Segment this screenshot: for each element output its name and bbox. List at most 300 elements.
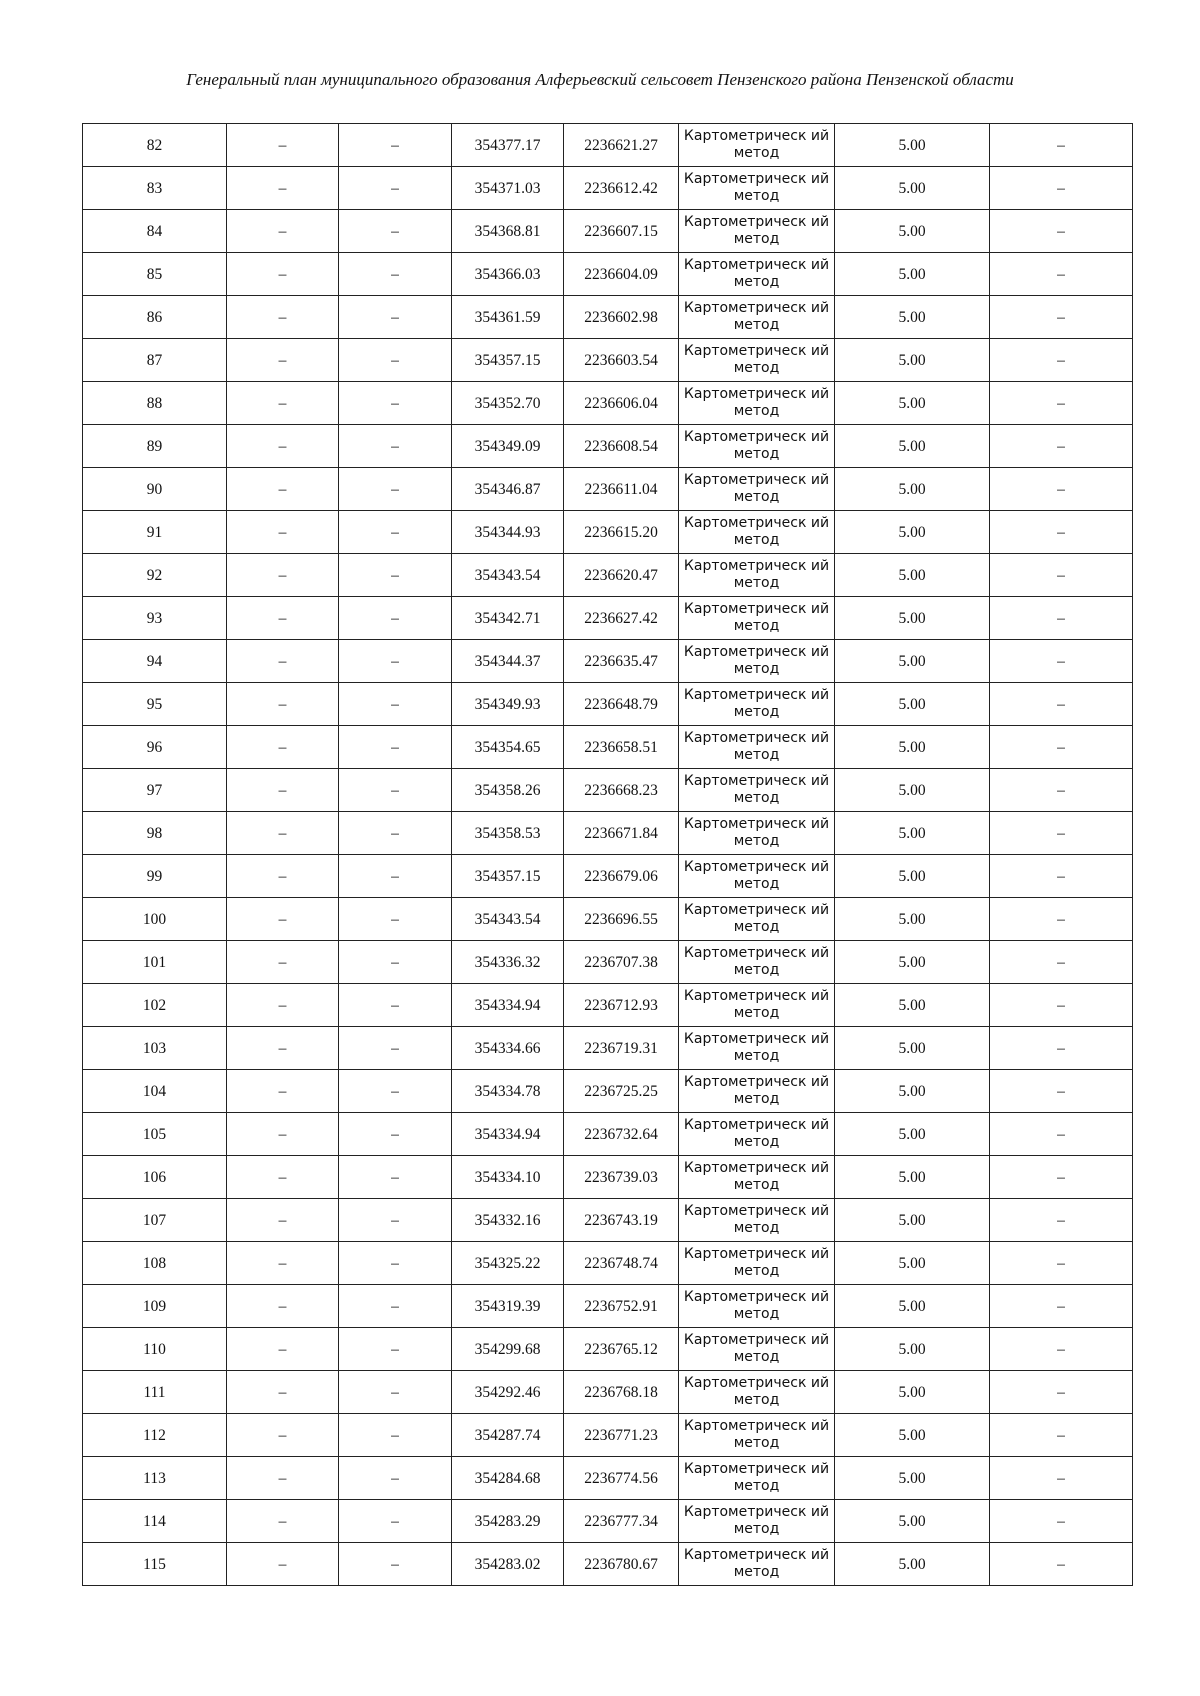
accuracy-cell: 5.00: [835, 769, 990, 812]
col2-cell: –: [227, 511, 339, 554]
col8-cell: –: [990, 769, 1133, 812]
x-coordinate-cell: 354334.94: [452, 1113, 564, 1156]
col8-cell: –: [990, 1242, 1133, 1285]
x-coordinate-cell: 354349.09: [452, 425, 564, 468]
table-row: [83, 1414, 1133, 1457]
y-coordinate-cell: 2236777.34: [564, 1500, 679, 1543]
col2-cell: –: [227, 1242, 339, 1285]
col3-cell: –: [339, 1156, 452, 1199]
col2-cell: –: [227, 1543, 339, 1586]
method-cell: Картометрическ ий метод: [679, 812, 835, 855]
col3-cell: –: [339, 1199, 452, 1242]
method-cell: Картометрическ ий метод: [679, 640, 835, 683]
method-cell: Картометрическ ий метод: [679, 726, 835, 769]
col8-cell: –: [990, 425, 1133, 468]
col8-cell: –: [990, 1457, 1133, 1500]
method-cell: Картометрическ ий метод: [679, 1070, 835, 1113]
table-row: [83, 124, 1133, 167]
col3-cell: –: [339, 296, 452, 339]
x-coordinate-cell: 354284.68: [452, 1457, 564, 1500]
y-coordinate-cell: 2236771.23: [564, 1414, 679, 1457]
method-cell: Картометрическ ий метод: [679, 1328, 835, 1371]
y-coordinate-cell: 2236743.19: [564, 1199, 679, 1242]
col8-cell: –: [990, 339, 1133, 382]
x-coordinate-cell: 354283.29: [452, 1500, 564, 1543]
point-number-cell: 99: [83, 855, 227, 898]
point-number-cell: 115: [83, 1543, 227, 1586]
col2-cell: –: [227, 1027, 339, 1070]
col3-cell: –: [339, 167, 452, 210]
method-cell: Картометрическ ий метод: [679, 1027, 835, 1070]
accuracy-cell: 5.00: [835, 339, 990, 382]
table-row: [83, 1070, 1133, 1113]
table-row: [83, 1285, 1133, 1328]
accuracy-cell: 5.00: [835, 554, 990, 597]
method-cell: Картометрическ ий метод: [679, 425, 835, 468]
x-coordinate-cell: 354334.10: [452, 1156, 564, 1199]
y-coordinate-cell: 2236725.25: [564, 1070, 679, 1113]
y-coordinate-cell: 2236627.42: [564, 597, 679, 640]
col2-cell: –: [227, 1285, 339, 1328]
accuracy-cell: 5.00: [835, 984, 990, 1027]
col3-cell: –: [339, 425, 452, 468]
y-coordinate-cell: 2236696.55: [564, 898, 679, 941]
table-row: [83, 382, 1133, 425]
y-coordinate-cell: 2236707.38: [564, 941, 679, 984]
x-coordinate-cell: 354299.68: [452, 1328, 564, 1371]
method-cell: Картометрическ ий метод: [679, 1285, 835, 1328]
col3-cell: –: [339, 382, 452, 425]
col8-cell: –: [990, 511, 1133, 554]
x-coordinate-cell: 354358.26: [452, 769, 564, 812]
table-row: [83, 812, 1133, 855]
accuracy-cell: 5.00: [835, 1156, 990, 1199]
x-coordinate-cell: 354358.53: [452, 812, 564, 855]
accuracy-cell: 5.00: [835, 1543, 990, 1586]
accuracy-cell: 5.00: [835, 1328, 990, 1371]
col8-cell: –: [990, 1285, 1133, 1328]
table-row: [83, 1328, 1133, 1371]
method-cell: Картометрическ ий метод: [679, 296, 835, 339]
col2-cell: –: [227, 597, 339, 640]
table-row: [83, 683, 1133, 726]
x-coordinate-cell: 354361.59: [452, 296, 564, 339]
method-cell: Картометрическ ий метод: [679, 855, 835, 898]
table-row: [83, 640, 1133, 683]
accuracy-cell: 5.00: [835, 726, 990, 769]
point-number-cell: 90: [83, 468, 227, 511]
method-cell: Картометрическ ий метод: [679, 1242, 835, 1285]
method-cell: Картометрическ ий метод: [679, 1113, 835, 1156]
x-coordinate-cell: 354371.03: [452, 167, 564, 210]
col3-cell: –: [339, 554, 452, 597]
col2-cell: –: [227, 296, 339, 339]
col2-cell: –: [227, 941, 339, 984]
col8-cell: –: [990, 1543, 1133, 1586]
accuracy-cell: 5.00: [835, 1027, 990, 1070]
coordinates-table: [82, 123, 1133, 1586]
method-cell: Картометрическ ий метод: [679, 511, 835, 554]
point-number-cell: 85: [83, 253, 227, 296]
col8-cell: –: [990, 1113, 1133, 1156]
col3-cell: –: [339, 468, 452, 511]
y-coordinate-cell: 2236606.04: [564, 382, 679, 425]
col3-cell: –: [339, 726, 452, 769]
point-number-cell: 102: [83, 984, 227, 1027]
point-number-cell: 105: [83, 1113, 227, 1156]
accuracy-cell: 5.00: [835, 296, 990, 339]
col3-cell: –: [339, 1070, 452, 1113]
col8-cell: –: [990, 296, 1133, 339]
method-cell: Картометрическ ий метод: [679, 597, 835, 640]
x-coordinate-cell: 354283.02: [452, 1543, 564, 1586]
col8-cell: –: [990, 167, 1133, 210]
col3-cell: –: [339, 597, 452, 640]
table-row: [83, 1113, 1133, 1156]
col8-cell: –: [990, 640, 1133, 683]
y-coordinate-cell: 2236607.15: [564, 210, 679, 253]
col8-cell: –: [990, 1070, 1133, 1113]
col3-cell: –: [339, 1027, 452, 1070]
method-cell: Картометрическ ий метод: [679, 769, 835, 812]
point-number-cell: 103: [83, 1027, 227, 1070]
col3-cell: –: [339, 1285, 452, 1328]
col2-cell: –: [227, 683, 339, 726]
col8-cell: –: [990, 1199, 1133, 1242]
accuracy-cell: 5.00: [835, 855, 990, 898]
y-coordinate-cell: 2236768.18: [564, 1371, 679, 1414]
col3-cell: –: [339, 511, 452, 554]
col8-cell: –: [990, 468, 1133, 511]
accuracy-cell: 5.00: [835, 683, 990, 726]
point-number-cell: 95: [83, 683, 227, 726]
col8-cell: –: [990, 683, 1133, 726]
x-coordinate-cell: 354292.46: [452, 1371, 564, 1414]
col2-cell: –: [227, 726, 339, 769]
y-coordinate-cell: 2236712.93: [564, 984, 679, 1027]
x-coordinate-cell: 354334.78: [452, 1070, 564, 1113]
table-row: [83, 554, 1133, 597]
method-cell: Картометрическ ий метод: [679, 167, 835, 210]
method-cell: Картометрическ ий метод: [679, 1371, 835, 1414]
y-coordinate-cell: 2236621.27: [564, 124, 679, 167]
page-header: Генеральный план муниципального образования Алферьевский сельсовет Пензенского района Пензенской области: [186, 70, 1014, 89]
col2-cell: –: [227, 984, 339, 1027]
x-coordinate-cell: 354349.93: [452, 683, 564, 726]
col2-cell: –: [227, 1199, 339, 1242]
col8-cell: –: [990, 726, 1133, 769]
method-cell: Картометрическ ий метод: [679, 941, 835, 984]
y-coordinate-cell: 2236719.31: [564, 1027, 679, 1070]
table-row: [83, 253, 1133, 296]
col8-cell: –: [990, 1027, 1133, 1070]
y-coordinate-cell: 2236752.91: [564, 1285, 679, 1328]
col8-cell: –: [990, 1414, 1133, 1457]
x-coordinate-cell: 354344.37: [452, 640, 564, 683]
x-coordinate-cell: 354366.03: [452, 253, 564, 296]
y-coordinate-cell: 2236615.20: [564, 511, 679, 554]
x-coordinate-cell: 354343.54: [452, 554, 564, 597]
col3-cell: –: [339, 1328, 452, 1371]
col3-cell: –: [339, 1500, 452, 1543]
col8-cell: –: [990, 941, 1133, 984]
y-coordinate-cell: 2236635.47: [564, 640, 679, 683]
y-coordinate-cell: 2236611.04: [564, 468, 679, 511]
col2-cell: –: [227, 1156, 339, 1199]
col2-cell: –: [227, 167, 339, 210]
x-coordinate-cell: 354352.70: [452, 382, 564, 425]
col2-cell: –: [227, 898, 339, 941]
col8-cell: –: [990, 554, 1133, 597]
method-cell: Картометрическ ий метод: [679, 1543, 835, 1586]
col8-cell: –: [990, 382, 1133, 425]
method-cell: Картометрическ ий метод: [679, 210, 835, 253]
table-body: [83, 124, 1133, 1586]
method-cell: Картометрическ ий метод: [679, 468, 835, 511]
col8-cell: –: [990, 1156, 1133, 1199]
accuracy-cell: 5.00: [835, 511, 990, 554]
x-coordinate-cell: 354357.15: [452, 855, 564, 898]
col2-cell: –: [227, 812, 339, 855]
method-cell: Картометрическ ий метод: [679, 1500, 835, 1543]
col3-cell: –: [339, 124, 452, 167]
point-number-cell: 86: [83, 296, 227, 339]
accuracy-cell: 5.00: [835, 167, 990, 210]
col3-cell: –: [339, 984, 452, 1027]
y-coordinate-cell: 2236620.47: [564, 554, 679, 597]
col3-cell: –: [339, 1414, 452, 1457]
col8-cell: –: [990, 124, 1133, 167]
col2-cell: –: [227, 468, 339, 511]
table-row: [83, 1500, 1133, 1543]
col3-cell: –: [339, 640, 452, 683]
method-cell: Картометрическ ий метод: [679, 1457, 835, 1500]
col8-cell: –: [990, 898, 1133, 941]
table-row: [83, 1199, 1133, 1242]
accuracy-cell: 5.00: [835, 1070, 990, 1113]
accuracy-cell: 5.00: [835, 1199, 990, 1242]
table-row: [83, 1242, 1133, 1285]
point-number-cell: 108: [83, 1242, 227, 1285]
col3-cell: –: [339, 1371, 452, 1414]
point-number-cell: 113: [83, 1457, 227, 1500]
method-cell: Картометрическ ий метод: [679, 253, 835, 296]
col3-cell: –: [339, 683, 452, 726]
col3-cell: –: [339, 855, 452, 898]
accuracy-cell: 5.00: [835, 425, 990, 468]
point-number-cell: 98: [83, 812, 227, 855]
x-coordinate-cell: 354377.17: [452, 124, 564, 167]
point-number-cell: 100: [83, 898, 227, 941]
col2-cell: –: [227, 1070, 339, 1113]
col3-cell: –: [339, 941, 452, 984]
col2-cell: –: [227, 425, 339, 468]
method-cell: Картометрическ ий метод: [679, 898, 835, 941]
col3-cell: –: [339, 1242, 452, 1285]
x-coordinate-cell: 354343.54: [452, 898, 564, 941]
x-coordinate-cell: 354344.93: [452, 511, 564, 554]
col2-cell: –: [227, 1328, 339, 1371]
accuracy-cell: 5.00: [835, 210, 990, 253]
col8-cell: –: [990, 1500, 1133, 1543]
col8-cell: –: [990, 210, 1133, 253]
accuracy-cell: 5.00: [835, 253, 990, 296]
point-number-cell: 97: [83, 769, 227, 812]
method-cell: Картометрическ ий метод: [679, 1414, 835, 1457]
accuracy-cell: 5.00: [835, 1500, 990, 1543]
accuracy-cell: 5.00: [835, 1113, 990, 1156]
accuracy-cell: 5.00: [835, 812, 990, 855]
col2-cell: –: [227, 1457, 339, 1500]
y-coordinate-cell: 2236604.09: [564, 253, 679, 296]
table-row: [83, 726, 1133, 769]
point-number-cell: 101: [83, 941, 227, 984]
table-row: [83, 941, 1133, 984]
table-row: [83, 167, 1133, 210]
method-cell: Картометрическ ий метод: [679, 124, 835, 167]
y-coordinate-cell: 2236748.74: [564, 1242, 679, 1285]
x-coordinate-cell: 354325.22: [452, 1242, 564, 1285]
x-coordinate-cell: 354319.39: [452, 1285, 564, 1328]
accuracy-cell: 5.00: [835, 1242, 990, 1285]
point-number-cell: 107: [83, 1199, 227, 1242]
col8-cell: –: [990, 855, 1133, 898]
point-number-cell: 93: [83, 597, 227, 640]
col3-cell: –: [339, 1543, 452, 1586]
accuracy-cell: 5.00: [835, 1457, 990, 1500]
point-number-cell: 106: [83, 1156, 227, 1199]
x-coordinate-cell: 354336.32: [452, 941, 564, 984]
point-number-cell: 111: [83, 1371, 227, 1414]
point-number-cell: 91: [83, 511, 227, 554]
accuracy-cell: 5.00: [835, 124, 990, 167]
col8-cell: –: [990, 1328, 1133, 1371]
table-row: [83, 898, 1133, 941]
col2-cell: –: [227, 554, 339, 597]
table-row: [83, 1371, 1133, 1414]
x-coordinate-cell: 354332.16: [452, 1199, 564, 1242]
accuracy-cell: 5.00: [835, 468, 990, 511]
col2-cell: –: [227, 124, 339, 167]
y-coordinate-cell: 2236612.42: [564, 167, 679, 210]
col3-cell: –: [339, 898, 452, 941]
point-number-cell: 87: [83, 339, 227, 382]
point-number-cell: 83: [83, 167, 227, 210]
method-cell: Картометрическ ий метод: [679, 984, 835, 1027]
table-row: [83, 597, 1133, 640]
point-number-cell: 84: [83, 210, 227, 253]
point-number-cell: 88: [83, 382, 227, 425]
col3-cell: –: [339, 210, 452, 253]
accuracy-cell: 5.00: [835, 1285, 990, 1328]
point-number-cell: 89: [83, 425, 227, 468]
table-row: [83, 511, 1133, 554]
col3-cell: –: [339, 1113, 452, 1156]
table-row: [83, 296, 1133, 339]
table-row: [83, 984, 1133, 1027]
table-row: [83, 855, 1133, 898]
col2-cell: –: [227, 1371, 339, 1414]
point-number-cell: 114: [83, 1500, 227, 1543]
method-cell: Картометрическ ий метод: [679, 339, 835, 382]
col2-cell: –: [227, 382, 339, 425]
accuracy-cell: 5.00: [835, 382, 990, 425]
y-coordinate-cell: 2236668.23: [564, 769, 679, 812]
table-row: [83, 1457, 1133, 1500]
point-number-cell: 96: [83, 726, 227, 769]
point-number-cell: 104: [83, 1070, 227, 1113]
col8-cell: –: [990, 253, 1133, 296]
table-row: [83, 1156, 1133, 1199]
accuracy-cell: 5.00: [835, 597, 990, 640]
col8-cell: –: [990, 812, 1133, 855]
table-row: [83, 1543, 1133, 1586]
y-coordinate-cell: 2236648.79: [564, 683, 679, 726]
col2-cell: –: [227, 1414, 339, 1457]
col3-cell: –: [339, 812, 452, 855]
col3-cell: –: [339, 1457, 452, 1500]
col2-cell: –: [227, 769, 339, 812]
accuracy-cell: 5.00: [835, 1371, 990, 1414]
y-coordinate-cell: 2236671.84: [564, 812, 679, 855]
method-cell: Картометрическ ий метод: [679, 683, 835, 726]
x-coordinate-cell: 354368.81: [452, 210, 564, 253]
col3-cell: –: [339, 339, 452, 382]
method-cell: Картометрическ ий метод: [679, 1199, 835, 1242]
y-coordinate-cell: 2236602.98: [564, 296, 679, 339]
x-coordinate-cell: 354354.65: [452, 726, 564, 769]
point-number-cell: 92: [83, 554, 227, 597]
col2-cell: –: [227, 210, 339, 253]
point-number-cell: 94: [83, 640, 227, 683]
table-row: [83, 339, 1133, 382]
method-cell: Картометрическ ий метод: [679, 382, 835, 425]
col2-cell: –: [227, 855, 339, 898]
point-number-cell: 109: [83, 1285, 227, 1328]
accuracy-cell: 5.00: [835, 640, 990, 683]
y-coordinate-cell: 2236732.64: [564, 1113, 679, 1156]
y-coordinate-cell: 2236603.54: [564, 339, 679, 382]
col8-cell: –: [990, 597, 1133, 640]
table-row: [83, 210, 1133, 253]
col2-cell: –: [227, 1500, 339, 1543]
x-coordinate-cell: 354342.71: [452, 597, 564, 640]
x-coordinate-cell: 354334.94: [452, 984, 564, 1027]
method-cell: Картометрическ ий метод: [679, 554, 835, 597]
col8-cell: –: [990, 1371, 1133, 1414]
table-row: [83, 769, 1133, 812]
x-coordinate-cell: 354346.87: [452, 468, 564, 511]
table-row: [83, 425, 1133, 468]
col2-cell: –: [227, 1113, 339, 1156]
x-coordinate-cell: 354334.66: [452, 1027, 564, 1070]
y-coordinate-cell: 2236658.51: [564, 726, 679, 769]
col8-cell: –: [990, 984, 1133, 1027]
table-row: [83, 1027, 1133, 1070]
point-number-cell: 82: [83, 124, 227, 167]
y-coordinate-cell: 2236608.54: [564, 425, 679, 468]
col3-cell: –: [339, 769, 452, 812]
col2-cell: –: [227, 339, 339, 382]
point-number-cell: 110: [83, 1328, 227, 1371]
col2-cell: –: [227, 253, 339, 296]
y-coordinate-cell: 2236765.12: [564, 1328, 679, 1371]
y-coordinate-cell: 2236679.06: [564, 855, 679, 898]
accuracy-cell: 5.00: [835, 941, 990, 984]
x-coordinate-cell: 354287.74: [452, 1414, 564, 1457]
table-row: [83, 468, 1133, 511]
x-coordinate-cell: 354357.15: [452, 339, 564, 382]
